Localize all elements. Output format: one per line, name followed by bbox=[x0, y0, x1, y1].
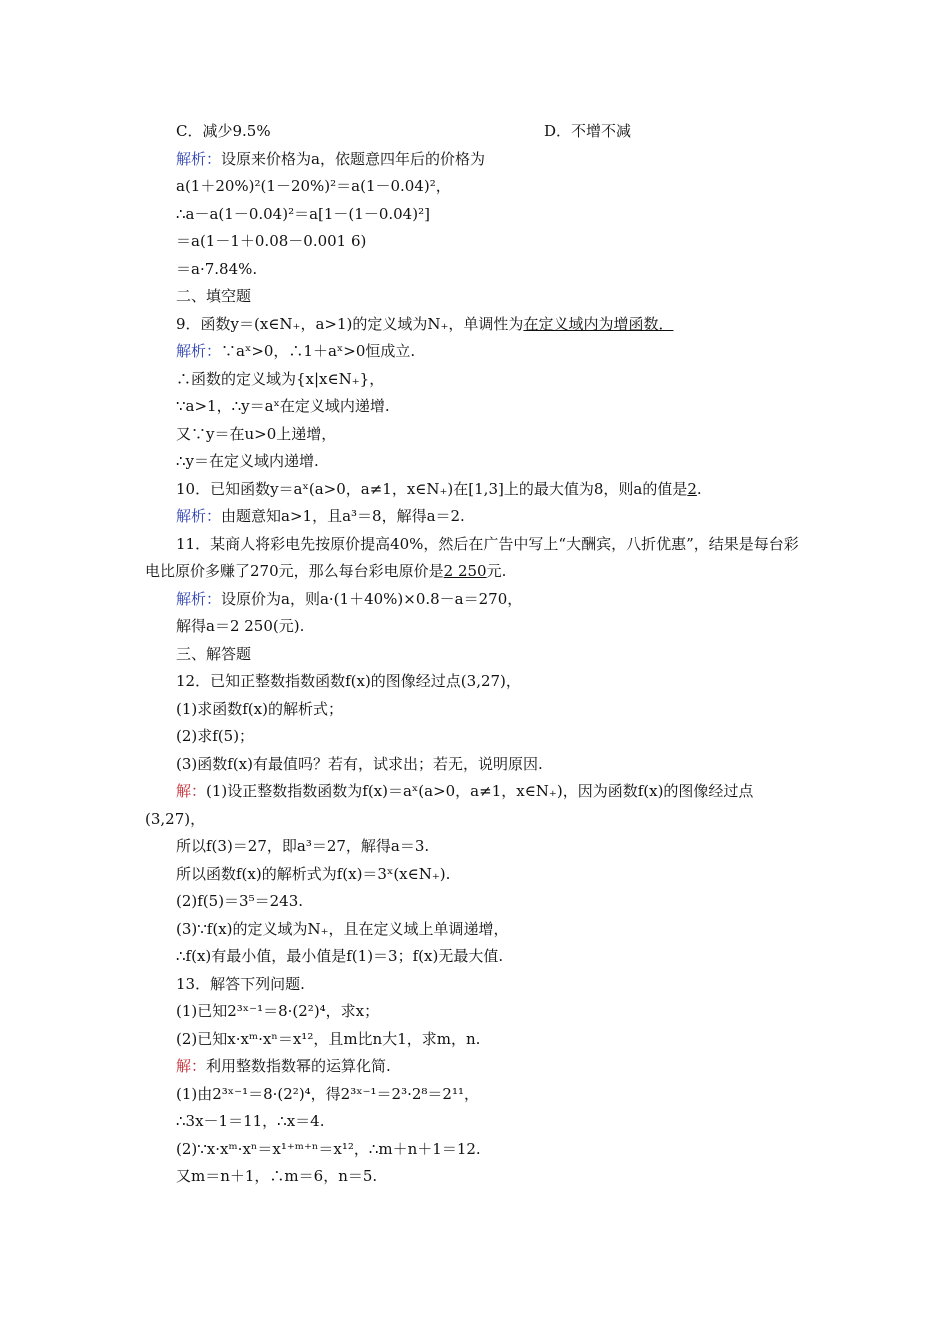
solution-label: 解析： bbox=[176, 342, 222, 360]
q12-part-1: (1)求函数f(x)的解析式； bbox=[176, 699, 343, 718]
solution-label: 解析： bbox=[176, 149, 222, 168]
q12-solution-line-6: ∴f(x)有最小值，最小值是f(1)＝3；f(x)无最大值. bbox=[176, 947, 504, 965]
solution-label: 解析： bbox=[176, 589, 222, 608]
section-heading-fill-in: 二、填空题 bbox=[176, 287, 252, 305]
q12-solution-line-3: 所以函数f(x)的解析式为f(x)＝3ˣ(x∈N₊). bbox=[176, 864, 451, 883]
q12-stem: 12．已知正整数指数函数f(x)的图像经过点(3,27)， bbox=[176, 672, 521, 690]
q9-solution-line-2: ∴函数的定义域为{x|x∈N₊}， bbox=[176, 369, 385, 388]
answer-underlined: 在定义域内为增函数． bbox=[523, 314, 674, 333]
q13-solution-line-0 bbox=[145, 1053, 810, 1081]
solution-label: 解： bbox=[176, 1057, 207, 1075]
q11-solution-line-1 bbox=[145, 586, 810, 614]
answer-underlined: 2 bbox=[687, 479, 697, 498]
q13-solution-line-1: (1)由2³ˣ⁻¹＝8·(2²)⁴，得2³ˣ⁻¹＝2³·2⁸＝2¹¹， bbox=[176, 1084, 479, 1103]
solution-text: 设原价为a，则a·(1＋40%)×0.8－a＝270， bbox=[221, 589, 523, 608]
q11-stem bbox=[145, 531, 810, 586]
q8-solution-line-3: ∴a－a(1－0.04)²＝a[1－(1－0.04)²] bbox=[176, 204, 430, 223]
question-text: 9．函数y＝(x∈N₊，a>1)的定义域为N₊，单调性为 bbox=[176, 314, 524, 333]
q8-solution-line-2: a(1＋20%)²(1－20%)²＝a(1－0.04)²， bbox=[176, 177, 451, 195]
q13-solution-line-2: ∴3x－1＝11，∴x＝4. bbox=[176, 1112, 325, 1130]
q9-solution-line-3: ∵a>1，∴y＝aˣ在定义域内递增. bbox=[176, 397, 390, 415]
question-end: . bbox=[696, 479, 702, 498]
q9-solution-line-4: 又∵y＝在u>0上递增， bbox=[176, 424, 337, 443]
q12-solution-line-5: (3)∵f(x)的定义域为N₊，且在定义域上单调递增， bbox=[176, 919, 509, 938]
solution-text: 设原来价格为a，依题意四年后的价格为 bbox=[221, 149, 485, 168]
q8-solution-line-5: ＝a·7.84%. bbox=[176, 259, 258, 278]
solution-label: 解： bbox=[176, 782, 207, 800]
question-text: 10．已知函数y＝aˣ(a>0，a≠1，x∈N₊)在[1,3]上的最大值为8，则a的值是 bbox=[176, 479, 688, 498]
q10-stem bbox=[145, 476, 810, 504]
q8-solution-line-1 bbox=[145, 146, 810, 174]
q13-part-2: (2)已知x·xᵐ·xⁿ＝x¹²，且m比n大1，求m，n. bbox=[176, 1029, 481, 1048]
option-d: D．不增不减 bbox=[544, 122, 632, 140]
q8-solution-line-4: ＝a(1－1＋0.08－0.001 6) bbox=[176, 232, 367, 250]
q11-solution-line-2: 解得a＝2 250(元). bbox=[176, 617, 305, 635]
option-c: C．减少9.5% bbox=[176, 122, 271, 140]
question-text: 11．某商人将彩电先按原价提高40%，然后在广告中写上“大酬宾，八折优惠”，结果是每台彩电比原价多赚了270元，那么每台彩电原价是 bbox=[145, 534, 799, 580]
q13-stem: 13．解答下列问题. bbox=[176, 974, 305, 993]
q12-solution-line-2: 所以f(3)＝27，即a³＝27，解得a＝3. bbox=[176, 837, 430, 855]
q9-stem bbox=[145, 311, 810, 339]
q12-part-2: (2)求f(5)； bbox=[176, 727, 255, 745]
section-heading-answer: 三、解答题 bbox=[176, 644, 252, 663]
solution-text: 由题意知a>1，且a³＝8，解得a＝2. bbox=[221, 507, 465, 525]
q10-solution-line-1 bbox=[145, 503, 810, 531]
q9-solution-line-5: ∴y＝在定义域内递增. bbox=[176, 452, 319, 470]
q12-solution-line-1 bbox=[145, 778, 810, 833]
solution-text: (1)设正整数指数函数为f(x)＝aˣ(a>0，a≠1，x∈N₊)，因为函数f(x)的图像经过点(3,27)， bbox=[145, 782, 754, 828]
q12-part-3: (3)函数f(x)有最值吗？若有，试求出；若无，说明原因. bbox=[176, 754, 543, 773]
q9-solution-line-1 bbox=[145, 338, 810, 366]
document-content bbox=[145, 118, 810, 1191]
q13-part-1: (1)已知2³ˣ⁻¹＝8·(2²)⁴，求x； bbox=[176, 1002, 380, 1020]
q12-solution-line-4: (2)f(5)＝3⁵＝243. bbox=[176, 892, 304, 910]
q13-solution-line-4: 又m＝n＋1，∴m＝6，n＝5. bbox=[176, 1167, 378, 1185]
solution-text: ∵aˣ>0，∴1＋aˣ>0恒成立. bbox=[221, 342, 416, 360]
q13-solution-line-3: (2)∵x·xᵐ·xⁿ＝x¹⁺ᵐ⁺ⁿ＝x¹²，∴m＋n＋1＝12. bbox=[176, 1139, 481, 1158]
solution-label: 解析： bbox=[176, 507, 222, 525]
answer-underlined: 2 250 bbox=[443, 562, 487, 580]
question-end: 元. bbox=[486, 562, 507, 580]
solution-text: 利用整数指数幂的运算化简. bbox=[206, 1057, 391, 1075]
options-row bbox=[145, 118, 810, 146]
